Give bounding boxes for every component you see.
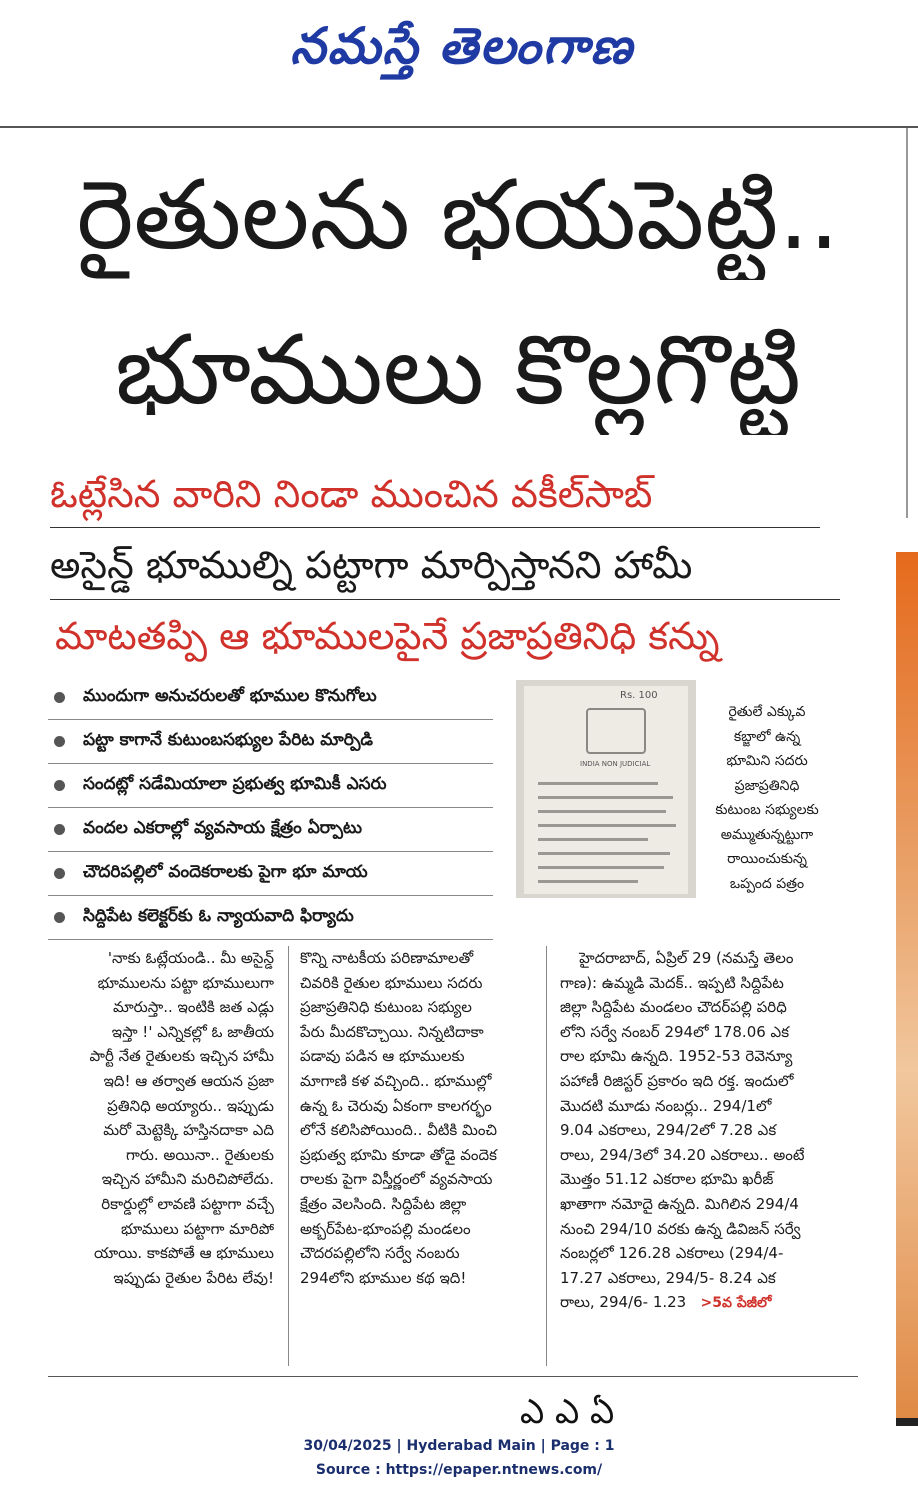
- list-item: [48, 764, 493, 808]
- bullet-icon: [54, 736, 65, 747]
- bullet-icon: [54, 868, 65, 879]
- page-edge-rule: [906, 128, 908, 518]
- stamp-text: INDIA NON JUDICIAL: [580, 760, 651, 768]
- bullet-icon: [54, 824, 65, 835]
- stamp-paper-photo: [516, 680, 696, 898]
- adjacent-photo-crop: [896, 552, 918, 1418]
- edition-info: 30/04/2025 | Hyderabad Main | Page : 1: [303, 1438, 615, 1454]
- bullet-icon: [54, 692, 65, 703]
- bullet-text: సందట్లో సడేమియాలా ప్రభుత్వ భూమికీ ఎసరు: [83, 773, 387, 794]
- bullet-text: వందల ఎకరాల్లో వ్యవసాయ క్షేత్రం ఏర్పాటు: [83, 817, 362, 838]
- list-item: [48, 896, 493, 940]
- bullet-text: సిద్దిపేట కలెక్టర్‌కు ఓ న్యాయవాది ఫిర్యాదు: [83, 905, 354, 926]
- column-divider: [546, 946, 547, 1366]
- next-headline-fragment: ఎ ఎ ఏ: [520, 1392, 615, 1432]
- newspaper-logo: నమస్తే తెలంగాణ: [290, 17, 634, 75]
- source-link[interactable]: Source : https://epaper.ntnews.com/: [315, 1462, 603, 1478]
- list-item: [48, 676, 493, 720]
- headline-line-1: రైతులను భయపెట్టి..: [76, 159, 840, 271]
- article-column-1: 'నాకు ఓట్లేయండి.. మీ అసైన్డ్ భూములను పట్టా భూములుగా మారుస్తా.. ఇంటికి జత ఎడ్లు ఇస్తా !' ఎన్నికల్లో ఓ జాతీయ పార్టీ నేత రైతులకు ఇచ్చిన హామీ ఇది! ఆ తర్వాత ఆయన ప్రజా ప్రతినిధి అయ్యారు.. ఇప్పుడు మరో మెట్టెక్కి హస్తినదాకా ఎది గారు. అయినా.. రైతులకు ఇచ్చిన హామీని మరిచిపోలేదు. రికార్డుల్లో లావణి పట్టాగా వచ్చే భూములు పట్టాగా మారిపో యాయి. కాకపోతే ఆ భూములు ఇప్పుడు రైతుల పేరిట లేవు!: [89, 949, 274, 1287]
- masthead-divider: [0, 126, 918, 128]
- bullet-text: పట్టా కాగానే కుటుంబసభ్యుల పేరిట మార్పిడి: [83, 729, 373, 750]
- photo-border: [896, 1418, 918, 1426]
- deck-black-line: అసైన్డ్ భూముల్ని పట్టాగా మార్పిస్తానని హామీ: [50, 543, 693, 587]
- bullet-text: ముందుగా అనుచరులతో భూముల కొనుగోలు: [83, 685, 377, 706]
- page-footer: [0, 1434, 918, 1482]
- masthead: [0, 0, 918, 128]
- column-divider: [288, 946, 289, 1366]
- deck-divider: [50, 599, 840, 600]
- bullet-icon: [54, 780, 65, 791]
- bullet-icon: [54, 912, 65, 923]
- article-column-2: కొన్ని నాటకీయ పరిణామాలతో చివరికి రైతుల భూములు సదరు ప్రజాప్రతినిధి కుటుంబ సభ్యుల పేరు మీదకొచ్చాయి. నిన్నటిదాకా పడావు పడిన ఆ భూములకు మాగాణి కళ వచ్చింది.. భూముల్లో ఉన్న ఓ చెరువు ఏకంగా కాలగర్భం లోనే కలిసిపోయింది.. వీటికి మించి ప్రభుత్వ భూమి కూడా తోడై వందెక రాలకు పైగా విస్తీర్ణంలో వ్యవసాయ క్షేత్రం వెలసింది. సిద్దిపేట జిల్లా అక్బర్‌పేట-భూంపల్లి మండలం చౌదరపల్లిలోని సర్వే నంబరు 294లోని భూముల కథ ఇది!: [300, 949, 497, 1287]
- deck-divider: [50, 527, 820, 528]
- headline-line-2: భూములు కొల్లగొట్టి: [114, 314, 802, 426]
- article-column-3: హైదరాబాద్, ఏప్రిల్ 29 (నమస్తే తెలం గాణ): ఉమ్మడి మెదక్.. ఇప్పటి సిద్దిపేట జిల్లా సిద్దిపేట మండలం చౌదర్‌పల్లి పరిధి లోని సర్వే నంబర్ 294లో 178.06 ఎక రాల భూమి ఉన్నది. 1952-53 రెవెన్యూ పహాణీ రిజిస్టర్ ప్రకారం ఇది రక్త. ఇందులో మొదటి మూడు నంబర్లు.. 294/1లో 9.04 ఎకరాలు, 294/2లో 7.28 ఎక రాలు, 294/3లో 34.20 ఎకరాలు.. అంటే మొత్తం 51.12 ఎకరాల భూమి ఖరీజ్ ఖాతాగా నమోదై ఉన్నది. మిగిలిన 294/4 నుంచి 294/10 వరకు ఉన్న డివిజన్ సర్వే నంబర్లలో 126.28 ఎకరాలు (294/4- 17.27 ఎకరాలు, 294/5- 8.24 ఎక రాలు, 294/6- 1.23 >5వ పేజీలో: [560, 949, 805, 1312]
- section-divider: [48, 1376, 858, 1377]
- deck-red-line-2: మాటతప్పి ఆ భూములపైనే ప్రజాప్రతినిధి కన్ను: [55, 614, 720, 658]
- stamp-value: Rs. 100: [620, 690, 658, 701]
- list-item: [48, 852, 493, 896]
- list-item: [48, 808, 493, 852]
- highlights-list: [48, 676, 493, 940]
- list-item: [48, 720, 493, 764]
- deck-red-line-1: ఓట్లేసిన వారిని నిండా ముంచిన వకీల్‌సాబ్: [50, 472, 653, 516]
- photo-caption: రైతులే ఎక్కువ కబ్జాలో ఉన్న భూమిని సదరు ప్రజాప్రతినిధి కుటుంబ సభ్యులకు అమ్ముతున్నట్టుగా రాయించుకున్న ఒప్పంద పత్రం: [715, 704, 819, 892]
- document-image: [524, 686, 688, 894]
- continued-on-page-link[interactable]: >5వ పేజీలో: [700, 1295, 772, 1312]
- emblem-icon: [586, 708, 646, 754]
- bullet-text: చౌదరిపల్లిలో వందెకరాలకు పైగా భూ మాయ: [83, 861, 368, 882]
